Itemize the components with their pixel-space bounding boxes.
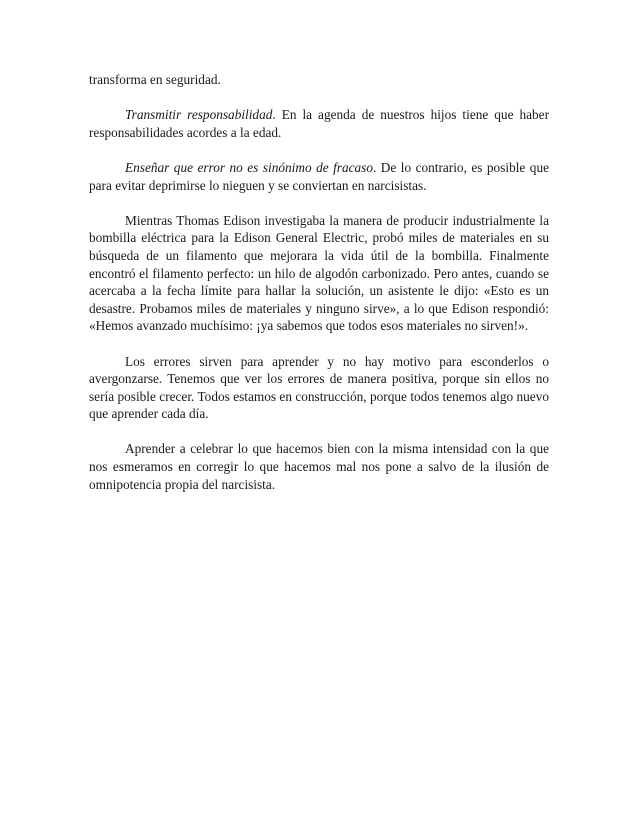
paragraph-5 (89, 353, 549, 423)
paragraph-1-text: transforma en seguridad. (89, 72, 221, 87)
paragraph-3 (89, 159, 549, 194)
paragraph-6 (89, 440, 549, 493)
paragraph-1 (89, 71, 549, 89)
paragraph-4-text: Mientras Thomas Edison investigaba la manera de producir industrialmente la bombilla eléctrica para la Edison General Electric, probó miles de materiales en su búsqueda de un filamento que mejorara la vida útil de la bombilla. Finalmente encontró el filamento perfecto: un hilo de algodón carbonizado. Pero antes, cuando se acercaba a la fecha límite para hallar la solución, un asistente le dijo: «Esto es un desastre. Probamos miles de materiales y ninguno sirve», a lo que Edison respondió: «Hemos avanzado muchísimo: ¡ya sabemos que todos esos materiales no sirven!». (89, 212, 549, 334)
paragraph-2-text: . En la agenda de nuestros hijos tiene que haber responsabilidades acordes a la edad. (89, 107, 549, 140)
paragraph-5-text: Los errores sirven para aprender y no hay motivo para esconderlos o avergonzarse. Tenemos que ver los errores de manera positiva, porque sin ellos no sería posible crecer. Todos estamos en construcción, porque todos tenemos algo nuevo que aprender cada día. (89, 353, 549, 422)
paragraph-6-text: Aprender a celebrar lo que hacemos bien con la misma intensidad con la que nos esmeramos en corregir lo que hacemos mal nos pone a salvo de la ilusión de omnipotencia propia del narcisista. (89, 441, 549, 492)
document-body (89, 71, 549, 511)
paragraph-3-emphasis: Enseñar que error no es sinónimo de fracaso (125, 159, 373, 175)
paragraph-2-emphasis: Transmitir responsabilidad (125, 107, 273, 123)
paragraph-3-text: . De lo contrario, es posible que para evitar deprimirse lo nieguen y se conviertan en narcisistas. (89, 159, 549, 193)
paragraph-4 (89, 212, 549, 335)
paragraph-2 (89, 106, 549, 141)
